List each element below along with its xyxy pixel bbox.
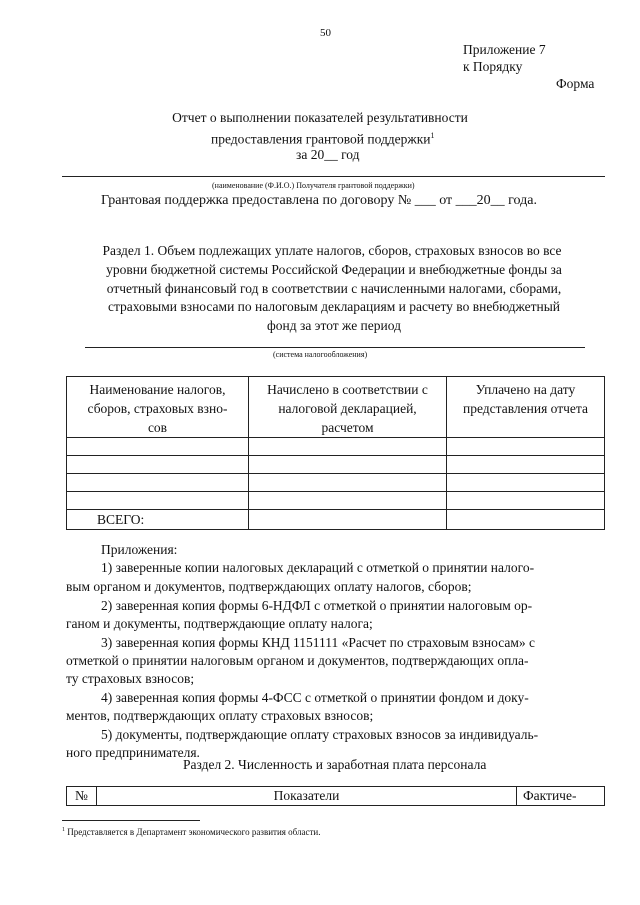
table-cell[interactable] [447, 510, 605, 530]
tax-system-caption: (система налогообложения) [273, 350, 368, 359]
attachment-4-line-2: ментов, подтверждающих оплату страховых взносов; [66, 708, 374, 723]
col-indicators: Показатели [97, 787, 517, 806]
tax-table [66, 376, 605, 530]
total-row [67, 510, 605, 530]
total-label: ВСЕГО: [67, 510, 249, 530]
page-number: 50 [320, 27, 331, 39]
table-cell[interactable] [67, 474, 249, 492]
col-actual: Фактиче- [517, 787, 605, 806]
header-name-line-3: сов [147, 420, 168, 435]
col-number: № [67, 787, 97, 806]
attachment-3-line-2: отметкой о принятии налоговым органом и документов, подтверждающих опла- [66, 653, 529, 668]
form-label: Форма [556, 76, 595, 91]
attachment-2-line-2: ганом и документы, подтверждающие оплату налога; [66, 616, 373, 631]
footnote [62, 824, 320, 838]
table-cell[interactable] [447, 456, 605, 474]
recipient-line[interactable] [62, 176, 605, 177]
header-name-line-2: сборов, страховых взно- [87, 401, 228, 416]
title-line-1: Отчет о выполнении показателей результативности [172, 110, 468, 125]
table-cell[interactable] [249, 492, 447, 510]
title-line-2-text: предоставления грантовой поддержки [211, 131, 431, 147]
section1-line-5: фонд за этот же период [267, 318, 401, 333]
table-cell[interactable] [249, 474, 447, 492]
attachments-heading: Приложения: [101, 542, 178, 557]
title-footnote-mark: 1 [430, 131, 435, 140]
table-row [67, 438, 605, 456]
header-accrued-line-1: Начислено в соответствии с [267, 382, 428, 397]
section1-line-4: страховыми взносами по налоговым декларациям и расчету во внебюджетный [107, 299, 561, 314]
procedure-label: к Порядку [463, 59, 523, 74]
header-accrued-line-2: налоговой декларацией, [278, 401, 417, 416]
header-paid-line-1: Уплачено на дату [475, 382, 576, 397]
table-cell[interactable] [67, 456, 249, 474]
header-name-line-1: Наименование налогов, [89, 382, 226, 397]
attachment-5-line-1: 5) документы, подтверждающие оплату страховых взносов за индивидуаль- [101, 727, 539, 742]
table-cell[interactable] [447, 492, 605, 510]
table-cell[interactable] [447, 474, 605, 492]
appendix-label: Приложение 7 [463, 42, 546, 57]
table-cell[interactable] [249, 456, 447, 474]
footnote-mark: 1 [62, 827, 65, 833]
tax-table-header-paid [447, 377, 605, 438]
personnel-table [66, 786, 605, 806]
table-cell[interactable] [249, 510, 447, 530]
recipient-caption: (наименование (Ф.И.О.) Получателя грантовой поддержки) [212, 181, 415, 190]
table-cell[interactable] [447, 438, 605, 456]
section1-line-2: уровни бюджетной системы Российской Федерации и внебюджетные фонды за [106, 262, 562, 277]
table-cell[interactable] [67, 492, 249, 510]
title-line-3: за 20__ год [296, 147, 360, 162]
footnote-text: Представляется в Департамент экономического развития области. [67, 827, 321, 837]
attachment-3-line-1: 3) заверенная копия формы КНД 1151111 «Расчет по страховым взносам» с [101, 635, 535, 650]
attachment-1-line-1: 1) заверенные копии налоговых деклараций с отметкой о принятии налого- [101, 560, 535, 575]
table-row [67, 456, 605, 474]
section1-line-1: Раздел 1. Объем подлежащих уплате налогов, сборов, страховых взносов во все [102, 243, 562, 258]
table-row [67, 492, 605, 510]
grant-line: Грантовая поддержка предоставлена по договору № ___ от ___20__ года. [101, 193, 537, 208]
section2-title: Раздел 2. Численность и заработная плата персонала [183, 757, 487, 772]
tax-system-line[interactable] [85, 347, 585, 348]
section1-line-3: отчетный финансовый год в соответствии с начисленными налогами, сборами, [106, 281, 562, 296]
table-row [67, 474, 605, 492]
table-cell[interactable] [249, 438, 447, 456]
attachment-4-line-1: 4) заверенная копия формы 4-ФСС с отметкой о принятии фондом и доку- [101, 690, 529, 705]
attachment-2-line-1: 2) заверенная копия формы 6-НДФЛ с отметкой о принятии налоговым ор- [101, 598, 533, 613]
attachment-5-line-2: ного предпринимателя. [66, 745, 200, 760]
table-cell[interactable] [67, 438, 249, 456]
header-accrued-line-3: расчетом [321, 420, 374, 435]
tax-table-header-accrued [249, 377, 447, 438]
attachment-1-line-2: вым органом и документов, подтверждающих оплату налогов, сборов; [66, 579, 472, 594]
header-paid-line-2: представления отчета [463, 401, 588, 416]
attachment-3-line-3: ту страховых взносов; [66, 671, 195, 686]
footnote-divider [62, 820, 200, 821]
tax-table-header-name [67, 377, 249, 438]
